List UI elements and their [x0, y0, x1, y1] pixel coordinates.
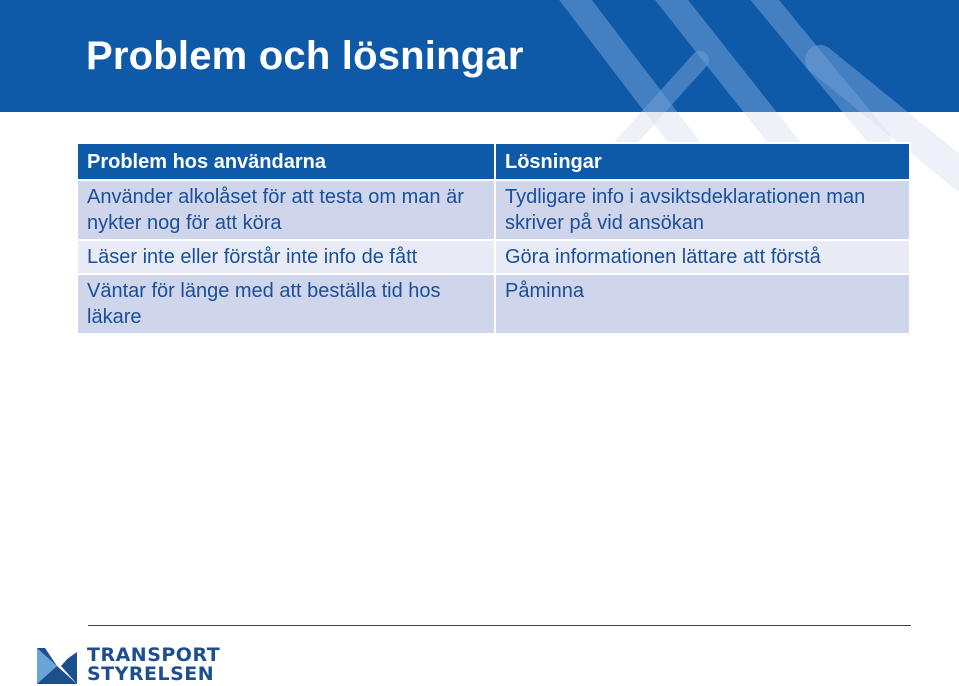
solution-cell: Göra informationen lättare att förstå [495, 240, 910, 274]
table-row [77, 180, 910, 240]
logo-line-2: STYRELSEN [87, 663, 215, 685]
problem-cell: Använder alkolåset för att testa om man är nykter nog för att köra [77, 180, 495, 240]
table-row [77, 274, 910, 334]
problem-solution-table [76, 142, 911, 335]
header-solutions: Lösningar [495, 143, 910, 180]
solution-cell: Tydligare info i avsiktsdeklarationen man skriver på vid ansökan [495, 180, 910, 240]
footer-divider [88, 625, 911, 626]
transportstyrelsen-logo-icon [37, 648, 77, 684]
problem-cell: Läser inte eller förstår inte info de fått [77, 240, 495, 274]
problem-cell: Väntar för länge med att beställa tid hos läkare [77, 274, 495, 334]
logo-line-1: TRANSPORT [87, 644, 221, 666]
solution-cell: Påminna [495, 274, 910, 334]
table-row [77, 240, 910, 274]
logo-wordmark [87, 646, 220, 684]
header-problems: Problem hos användarna [77, 143, 495, 180]
slide-title: Problem och lösningar [86, 34, 524, 78]
table-header-row [77, 143, 910, 180]
